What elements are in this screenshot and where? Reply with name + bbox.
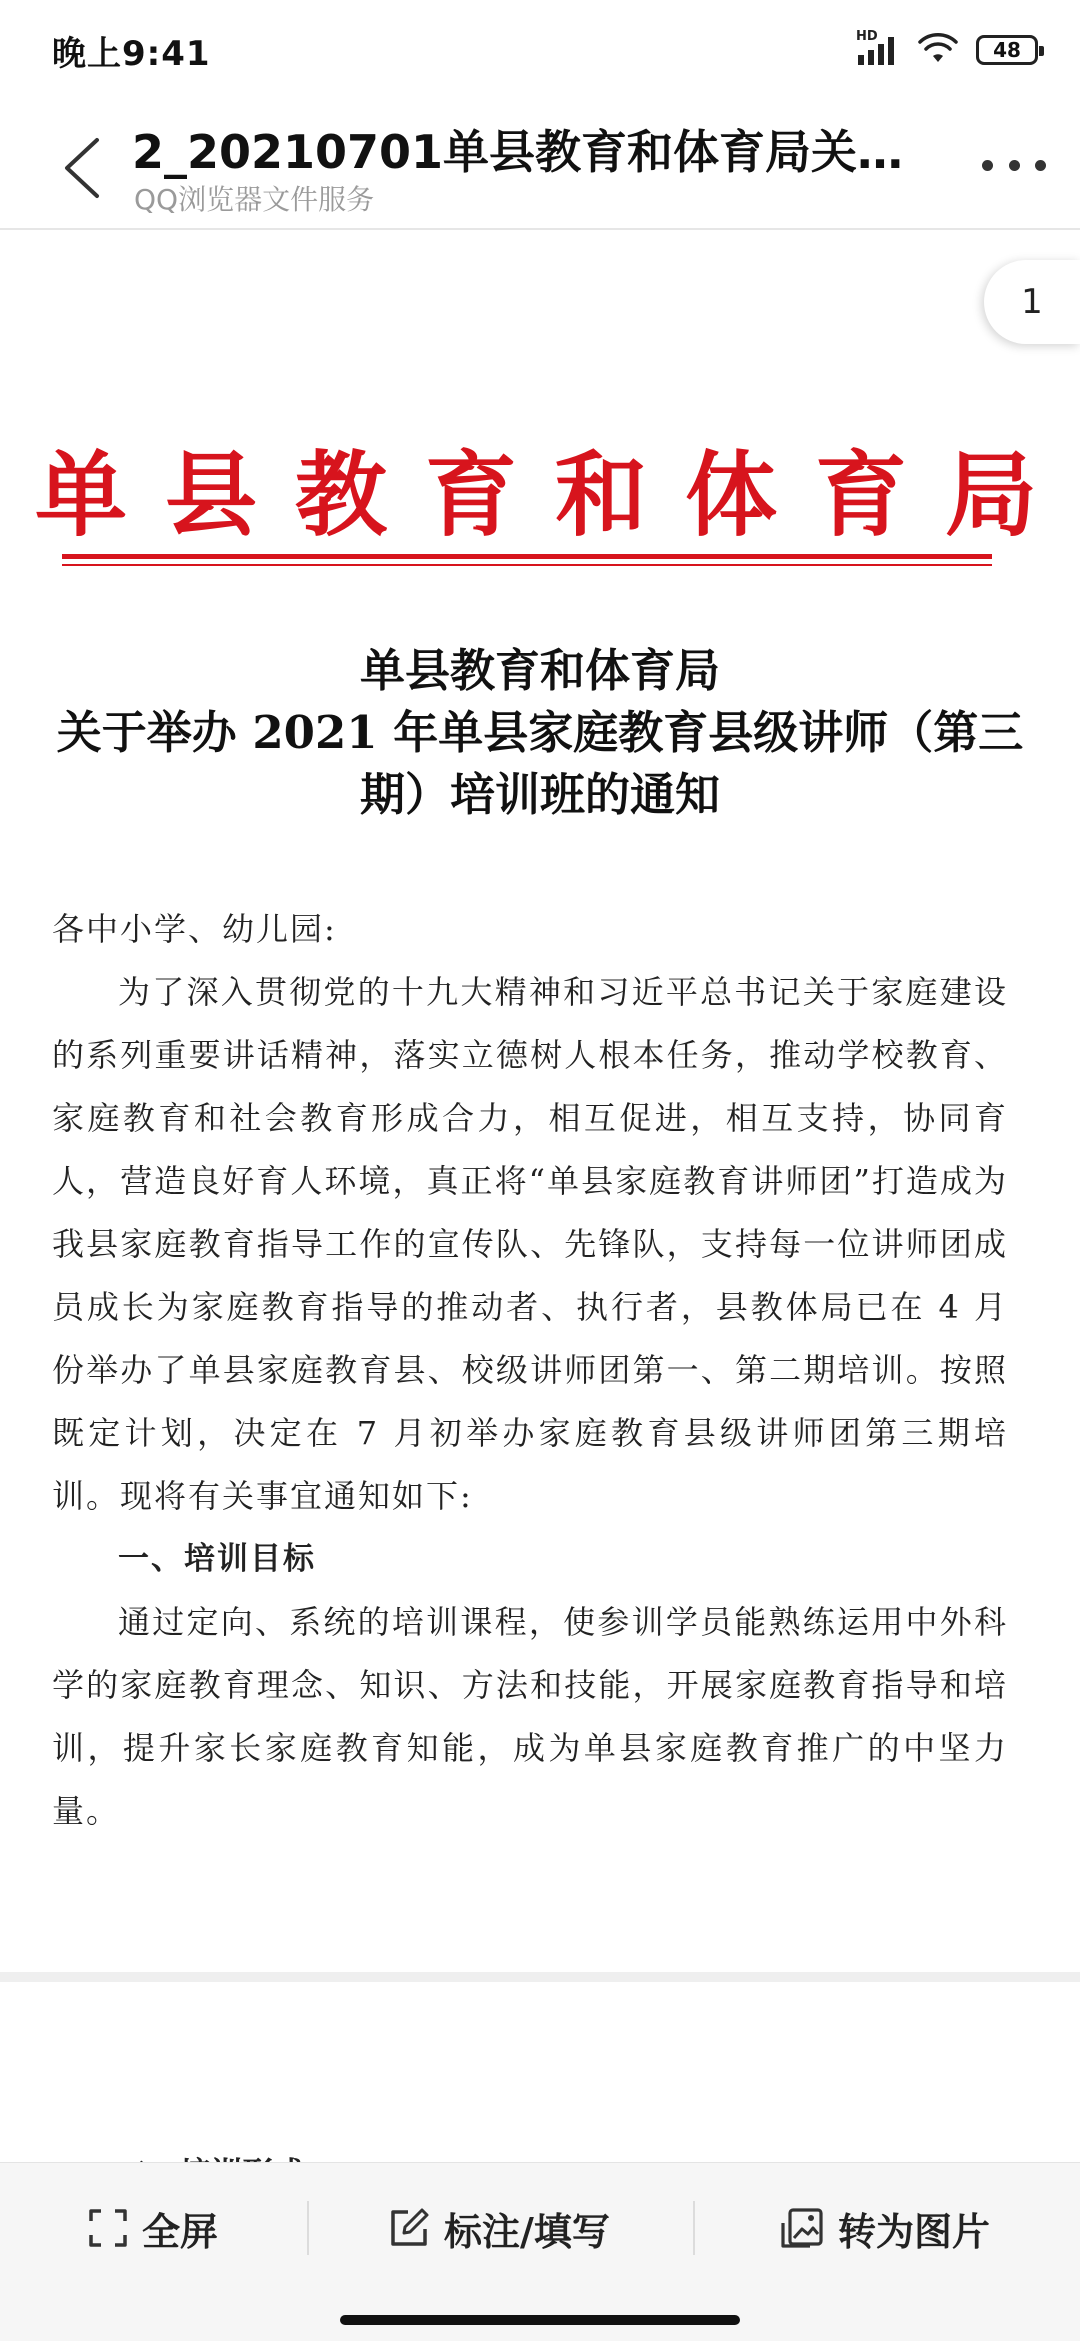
toolbar-divider: [307, 2201, 309, 2255]
status-time: 晚上9:41: [52, 33, 211, 74]
fullscreen-icon: [88, 2208, 128, 2248]
toolbar-divider: [693, 2201, 695, 2255]
notice-title: [40, 640, 1040, 826]
paragraph: 通过定向、系统的培训课程，使参训学员能熟练运用中外科学的家庭教育理念、知识、方法和技能，开展家庭教育指导和培训，提升家长家庭教育知能，成为单县家庭教育推广的中坚力量。: [52, 1603, 1008, 1830]
back-button[interactable]: [55, 128, 115, 208]
page-number-badge[interactable]: 1: [984, 260, 1080, 344]
notice-title-line: 单县教育和体育局: [359, 644, 720, 697]
image-convert-icon: [780, 2207, 824, 2249]
convert-to-image-button[interactable]: [780, 2163, 990, 2293]
document-title: 2_20210701单县教育和体育局关…: [132, 125, 904, 179]
status-bar: [0, 0, 1080, 100]
notice-title-line: 期）培训班的通知: [359, 768, 720, 821]
notice-title-line: 关于举办 2021 年单县家庭教育县级讲师（第三: [56, 706, 1024, 759]
bottom-toolbar: [0, 2162, 1080, 2341]
battery-icon: [976, 35, 1038, 65]
letterhead-rule-thin: [62, 564, 992, 566]
more-options-button[interactable]: [982, 150, 1046, 180]
letterhead-rule: [62, 554, 992, 559]
page-separator: [0, 1972, 1080, 1982]
annotate-fill-button[interactable]: [388, 2163, 610, 2293]
more-dot-icon: [982, 160, 993, 171]
chevron-left-icon: [55, 128, 115, 208]
convert-to-image-label: 转为图片: [838, 2209, 991, 2254]
status-icons: [856, 29, 1038, 67]
network-type-label: HD: [856, 29, 878, 44]
paragraph: 为了深入贯彻党的十九大精神和习近平总书记关于家庭建设的系列重要讲话精神，落实立德树人根本任务，推动学校教育、家庭教育和社会教育形成合力，相互促进，相互支持，协同育人，营造良好育人环境，真正将“单县家庭教育讲师团”打造成为我县家庭教育指导工作的宣传队、先锋队，支持每一位讲师团成员成长为家庭教育指导的推动者、执行者，县教体局已在 4 月份举办了单县家庭教育县、校级讲师团第一、第二期培训。按照既定计划，决定在 7 月初举办家庭教育县级讲师团第三期培训。现将有关事宜通知如下:: [52, 973, 1008, 1515]
fullscreen-button[interactable]: [88, 2163, 218, 2293]
home-indicator[interactable]: [340, 2315, 740, 2325]
battery-level: 48: [993, 38, 1021, 62]
annotate-fill-label: 标注/填写: [444, 2209, 610, 2254]
document-source: QQ浏览器文件服务: [134, 183, 375, 216]
letterhead: 单县教育和体育局: [34, 441, 1075, 549]
more-dot-icon: [1035, 160, 1046, 171]
section-heading: 一、培训目标: [118, 1541, 316, 1577]
document-page[interactable]: [0, 232, 1080, 1972]
notice-body: [52, 898, 1008, 1843]
title-bar: [0, 100, 1080, 230]
wifi-icon: [918, 34, 958, 66]
document-page-2[interactable]: [0, 1982, 1080, 2162]
more-dot-icon: [1009, 160, 1020, 171]
fullscreen-label: 全屏: [142, 2209, 219, 2254]
edit-icon: [388, 2207, 430, 2249]
salutation: 各中小学、幼儿园:: [52, 910, 337, 948]
signal-icon: [856, 29, 900, 67]
